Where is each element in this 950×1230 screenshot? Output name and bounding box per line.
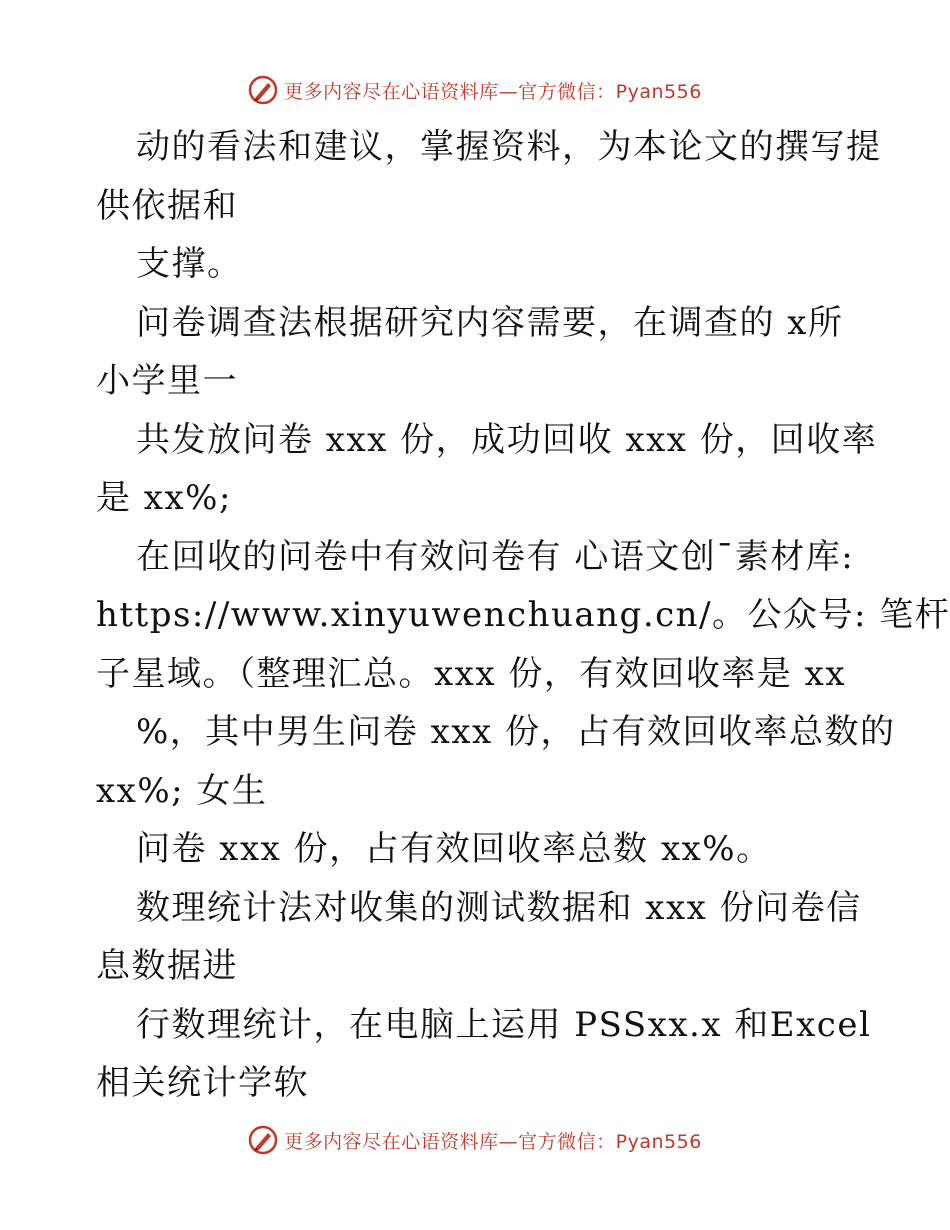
text-line: 相关统计学软 bbox=[96, 1063, 309, 1103]
text-line: 问卷 xxx 份，占有效回收率总数 xx%。 bbox=[136, 829, 772, 869]
text-line: 子星域。（整理汇总。xxx 份，有效回收率是 xx bbox=[96, 653, 846, 694]
text-line: 是 xx%; bbox=[96, 478, 232, 518]
text-line: 小学里一 bbox=[96, 361, 238, 401]
text-line: 息数据进 bbox=[96, 946, 238, 986]
pen-logo-icon bbox=[248, 1125, 278, 1155]
pen-logo-icon bbox=[248, 75, 278, 105]
watermark-text: 更多内容尽在心语资料库—官方微信：Pyan556 bbox=[284, 1130, 702, 1153]
text-line: 问卷调查法根据研究内容需要，在调查的 x所 bbox=[136, 302, 844, 343]
header-watermark bbox=[0, 72, 950, 108]
document-body bbox=[96, 118, 950, 1113]
text-line: 在回收的问卷中有效问卷有 心语文创¯素材库: bbox=[136, 536, 855, 577]
text-line: xx%; 女生 bbox=[96, 770, 268, 811]
text-line: 行数理统计，在电脑上运用 PSSxx.x 和Excel bbox=[136, 1004, 872, 1045]
text-line: 数理统计法对收集的测试数据和 xxx 份问卷信 bbox=[136, 887, 862, 928]
footer-watermark bbox=[0, 1122, 950, 1158]
watermark-text: 更多内容尽在心语资料库—官方微信：Pyan556 bbox=[284, 80, 702, 103]
text-line: https://www.xinyuwenchuang.cn/。公众号: 笔杆 bbox=[96, 595, 950, 635]
text-line: %，其中男生问卷 xxx 份，占有效回收率总数的 bbox=[136, 712, 896, 752]
text-line: 供依据和 bbox=[96, 185, 238, 226]
text-line: 支撑。 bbox=[136, 244, 243, 284]
text-line: 动的看法和建议，掌握资料，为本论文的撰写提 bbox=[136, 127, 882, 167]
text-line: 共发放问卷 xxx 份，成功回收 xxx 份，回收率 bbox=[136, 419, 878, 460]
